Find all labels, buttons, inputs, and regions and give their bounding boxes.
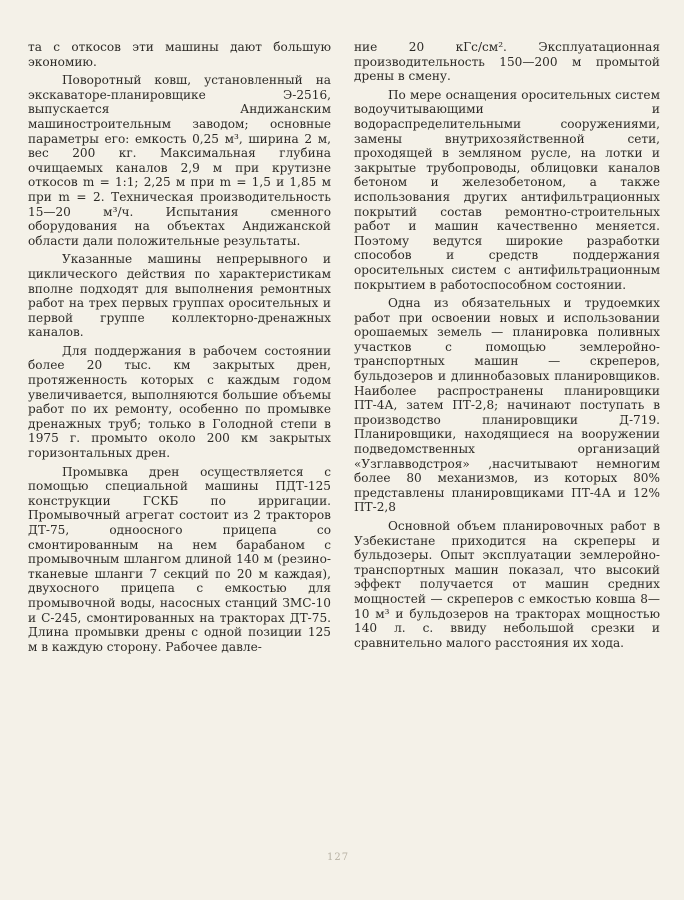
paragraph-drain-flushing: Промывка дрен осуществляется с помощью специальной машины ПДТ-125 конструкции ГСКБ по ирригации. Промывочный агрегат состоит из 2 тракторов ДТ-75, одноосного прицепа со смонтированным на нем барабаном с промывочным шлангом длиной 140 м (резино-тканевые шланги 7 секций по 20 м каждая), двухосного прицепа с емкостью для промывочной воды, насосных станций ЗМС-10 и С-245, смонтированных на тракторах ДТ-75. Длина промывки дрены с одной позиции 125 м в каждую сторону. Рабочее давле- [28, 464, 331, 654]
paragraph-drain-maintenance: Для поддержания в рабочем состоянии более 20 тыс. км закрытых дрен, протяженность которых с каждым годом увеличивается, выполняются большие объемы работ по их ремонту, особенно по промывке дренажных труб; только в Голодной степи в 1975 г. промыто около 200 км закрытых горизонтальных дрен. [28, 343, 331, 461]
paragraph-irrigation-equipment: По мере оснащения оросительных систем водоучитывающими и водораспределительными сооружениями, замены внутрихозяйственной сети, проходящей в земляном русле, на лотки и закрытые трубопроводы, облицовки каналов бетоном и железобетоном, а также использования других антифильтрационных покрытий состав ремонтно-строительных работ и машин качественно меняется. Поэтому ведутся широкие разработки способов и средств поддержания оросительных систем с антифильтрационным покрытием в работоспособном состоянии. [354, 87, 660, 292]
paragraph-scrapers-bulldozers: Основной объем планировочных работ в Узбекистане приходится на скреперы и бульдозеры. Опыт эксплуатации землеройно-транспортных машин показал, что высокий эффект получается от машин средних мощностей — скреперов с емкостью ковша 8—10 м³ и бульдозеров на тракторах мощностью 140 л. с. ввиду небольшой срезки и сравнительно малого расстояния их хода. [354, 519, 660, 650]
paragraph-continuation: та с откосов эти машины дают большую экономию. [28, 40, 331, 69]
paragraph-pressure-continuation: ние 20 кГс/см². Эксплуатационная производительность 150—200 м промытой дрены в смену. [354, 40, 660, 84]
paragraph-rotary-bucket: Поворотный ковш, установленный на экскаваторе-планировщике Э-2516, выпускается Андижанским машиностроительным заводом; основные параметры его: емкость 0,25 м³, ширина 2 м, вес 200 кг. Максимальная глубина очищаемых каналов 2,9 м при крутизне откосов m = 1:1; 2,25 м при m = 1,5 и 1,85 м при m = 2. Техническая производительность 15—20 м³/ч. Испытания сменного оборудования на объектах Андижанской области дали положительные результаты. [28, 73, 331, 248]
left-text-column [28, 40, 331, 658]
right-text-column [354, 40, 660, 654]
paragraph-land-leveling: Одна из обязательных и трудоемких работ при освоении новых и использовании орошаемых земель — планировка поливных участков с помощью землеройно-транспортных машин — скреперов, бульдозеров и длиннобазовых планировщиков. Наиболее распространены планировщики ПТ-4А, затем ПТ-2,8; начинают поступать в производство планировщики Д-719. Планировщики, находящиеся на вооружении подведомственных организаций «Узглавводстроя» ,насчитывают немногим более 80 механизмов, из которых 80% представлены планировщиками ПТ-4А и 12% ПТ-2,8 [354, 296, 660, 515]
page-number: 127 [327, 852, 350, 863]
paragraph-machines-suitability: Указанные машины непрерывного и циклического действия по характеристикам вполне подходят для выполнения ремонтных работ на трех первых группах оросительных и первой группе коллекторно-дренажных каналов. [28, 252, 331, 340]
